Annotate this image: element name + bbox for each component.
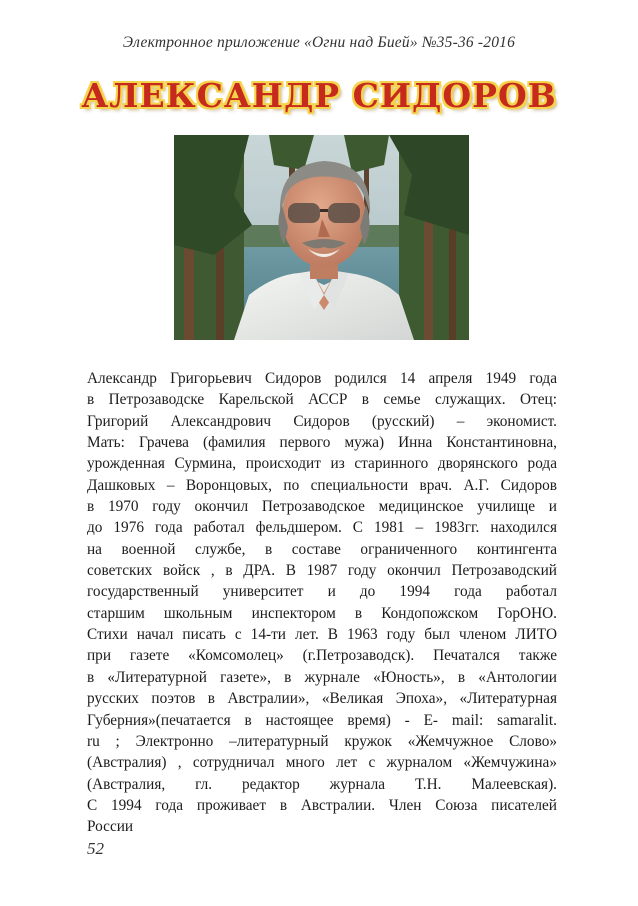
text-line: Григорий Александрович Сидоров (русский) – экономист. [87,412,557,430]
article-title: АЛЕКСАНДР СИДОРОВ [81,76,557,115]
text-line: при газете «Комсомолец» (г.Петрозаводск). Печатался также [87,647,557,665]
text-line: (Австралия) , сотрудничал много лет с журналом «Жемчужина» [87,754,557,772]
author-portrait-photo [174,135,469,340]
text-line: С 1994 года проживает в Австралии. Член Союза писателей [87,796,557,814]
biography-text [87,368,557,838]
text-line: Мать: Грачева (фамилия первого мужа) Инна Константиновна, [87,434,557,452]
text-line: государственный университет и до 1994 года работал [87,583,557,601]
text-line: в 1970 году окончил Петрозаводское медицинское училище и [87,498,557,516]
text-line: России [87,818,134,836]
text-line: до 1976 года работал фельдшером. С 1981 – 1983гг. находился [87,519,557,537]
text-line: в Петрозаводске Карельской АССР в семье служащих. Отец: [87,391,557,409]
running-header: Электронное приложение «Огни над Бией» №35-36 -2016 [122,34,516,51]
page-number: 52 [87,839,104,858]
text-line: Стихи начал писать с 14-ти лет. В 1963 году был членом ЛИТО [87,626,557,644]
text-line: старшим школьным инспектором в Кондопожском ГорОНО. [87,604,557,622]
text-line: русских поэтов в Австралии», «Великая Эпоха», «Литературная [87,690,557,708]
text-line: советских войск , в ДРА. В 1987 году окончил Петрозаводский [87,562,557,580]
text-line: в «Литературной газете», в журнале «Юность», в «Антологии [87,668,557,686]
text-line: урожденная Сурмина, происходит из старинного дворянского рода [87,455,557,473]
text-line: на военной службе, в составе ограниченного контингента [87,540,557,558]
text-line: ru ; Электронно –литературный кружок «Жемчужное Слово» [87,732,557,750]
text-line: (Австралия, гл. редактор журнала Т.Н. Малеевская). [87,775,557,793]
text-line: Дашковых – Воронцовых, по специальности врач. А.Г. Сидоров [87,476,557,494]
text-line: Губерния»(печатается в настоящее время) - E- mail: samaralit. [87,711,557,729]
text-line: Александр Григорьевич Сидоров родился 14 апреля 1949 года [87,370,557,387]
